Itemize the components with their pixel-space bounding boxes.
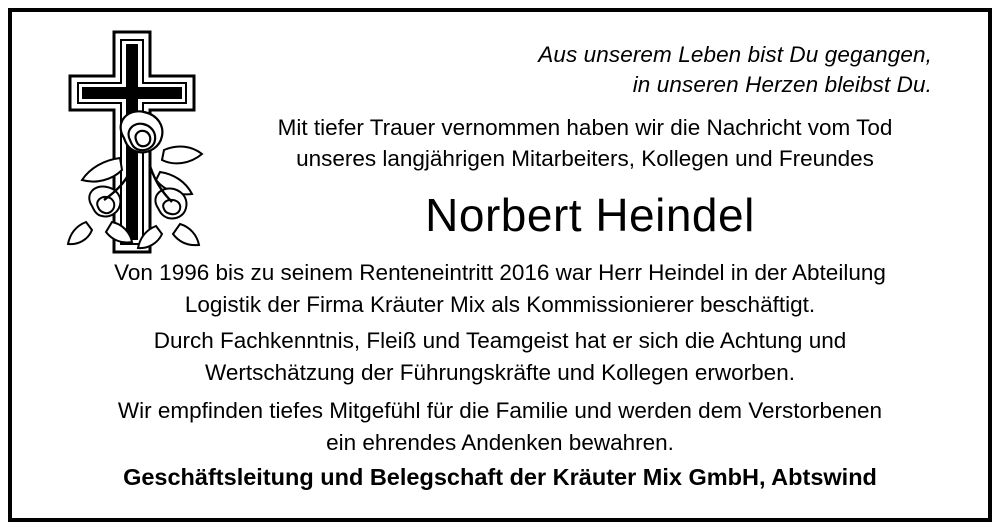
paragraph-career-line-2: Logistik der Firma Kräuter Mix als Kommissionierer beschäftigt. bbox=[184, 291, 816, 317]
obituary-inner bbox=[12, 12, 988, 518]
obituary-card bbox=[8, 8, 992, 522]
intro-text bbox=[222, 112, 948, 174]
paragraph-qualities-line-1: Durch Fachkenntnis, Fleiß und Teamgeist hat er sich die Achtung und bbox=[153, 328, 847, 353]
paragraph-career bbox=[40, 257, 960, 320]
paragraph-career-line-1: Von 1996 bis zu seinem Renteneintritt 2016 war Herr Heindel in der Abteilung bbox=[114, 260, 886, 285]
intro-line-2: unseres langjährigen Mitarbeiters, Kollegen und Freundes bbox=[296, 146, 874, 172]
signature-line: Geschäftsleitung und Belegschaft der Kräuter Mix GmbH, Abtswind bbox=[123, 464, 877, 490]
paragraph-condolence bbox=[40, 395, 960, 458]
verse-line-2: in unseren Herzen bleibst Du. bbox=[632, 72, 932, 98]
paragraph-qualities bbox=[40, 325, 960, 388]
intro-line-1: Mit tiefer Trauer vernommen haben wir die Nachricht vom Tod bbox=[277, 115, 893, 140]
paragraph-qualities-line-2: Wertschätzung der Führungskräfte und Kollegen erworben. bbox=[205, 359, 795, 385]
deceased-name: Norbert Heindel bbox=[425, 189, 755, 241]
cross-with-roses-icon bbox=[64, 30, 214, 255]
paragraph-condolence-line-2: ein ehrendes Andenken bewahren. bbox=[326, 429, 674, 455]
verse-text bbox=[312, 40, 932, 101]
verse-line-1: Aus unserem Leben bist Du gegangen, bbox=[538, 42, 932, 67]
paragraph-condolence-line-1: Wir empfinden tiefes Mitgefühl für die Familie und werden dem Verstorbenen bbox=[117, 398, 883, 423]
